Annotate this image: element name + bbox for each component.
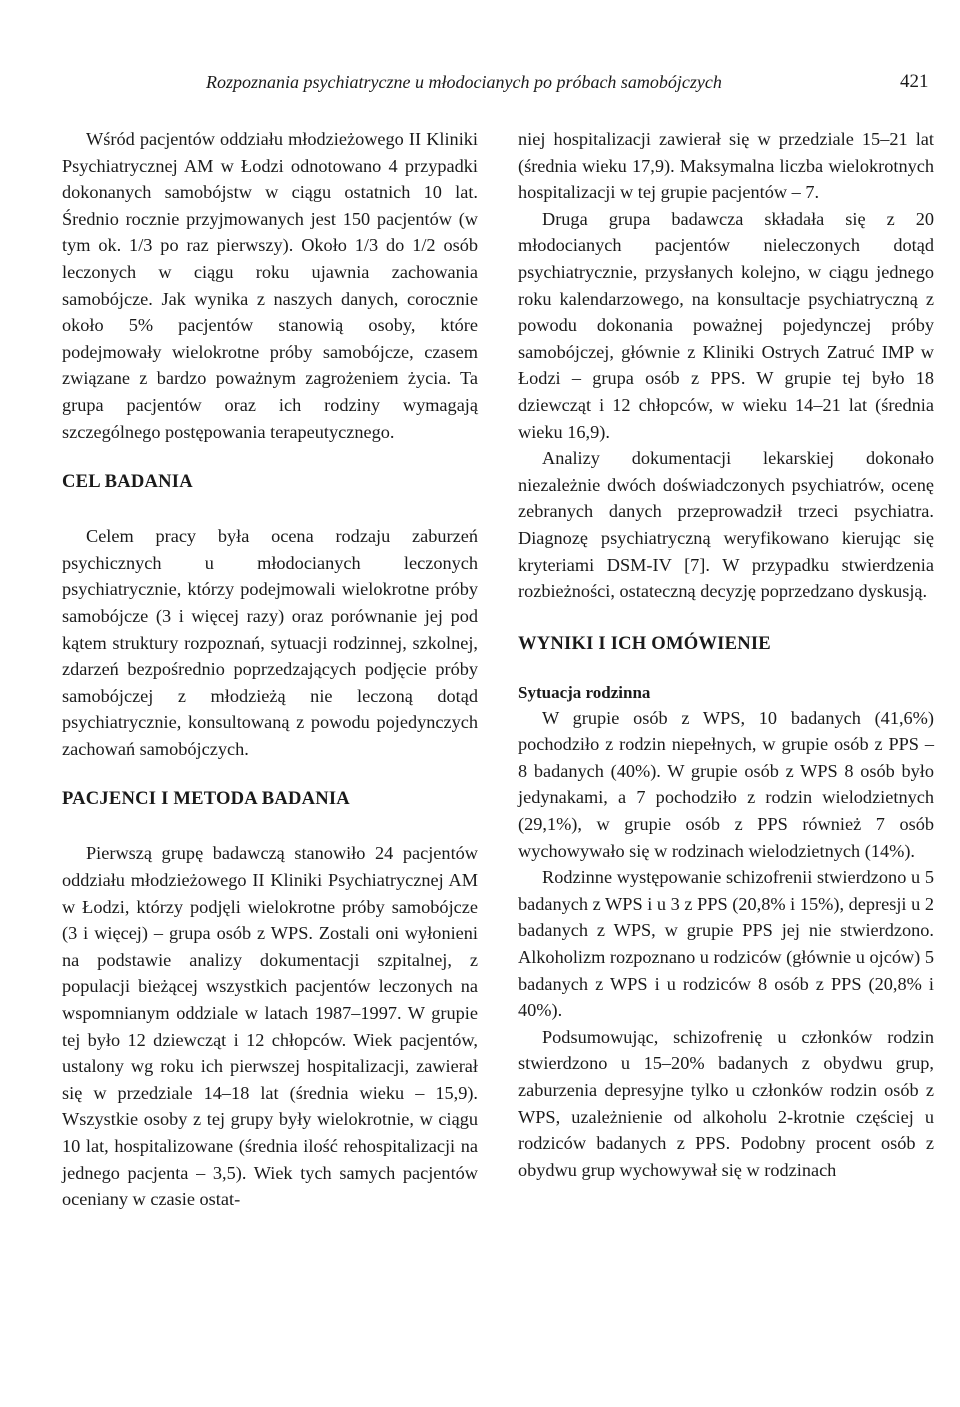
methods-heading: PACJENCI I METODA BADANIA bbox=[62, 788, 350, 810]
analysis-paragraph: Analizy dokumentacji lekarskiej dokonało niezależnie dwóch doświadczonych psychiatrów, ocenę zebranych danych przeprowadził trzeci psychiatra. Diagnozę psychiatryczną weryfikowano kierując się kryteriami DSM-IV [7]. W przypadku stwierdzenia rozbieżności, ostateczną decyzję poprzedzano dyskusją. bbox=[518, 448, 934, 602]
second-group-paragraph: Druga grupa badawcza składała się z 20 młodocianych pacjentów nieleczonych dotąd psychiatrycznie, przysłanych kolejno, w ciągu jednego roku kalendarzowego, na konsultacje psychiatryczną z powodu dokonania poważnej pojedynczej próby samobójczej, głównie z Kliniki Ostrych Zatruć IMP w Łodzi – grupa osób z PPS. W grupie tej było 18 dziewcząt i 12 chłopców, w wieku 14–21 lat (średnia wieku 16,9). bbox=[518, 208, 934, 442]
aim-paragraph: Celem pracy była ocena rodzaju zaburzeń psychicznych u młodocianych leczonych psychiatrycznie, którzy podejmowali wielokrotne próby samobójcze (3 i więcej razy) oraz porównanie jej pod kątem struktury rozpoznań, sytuacji rodzinnej, szkolnej, zdarzeń bezpośrednio poprzedzających podjęcie próby samobójczej z młodzieżą nie leczoną dotąd psychiatrycznie, konsultowaną z powodu pojedynczych zachowań samobójczych. bbox=[62, 526, 478, 759]
running-title: Rozpoznania psychiatryczne u młodocianych po próbach samobójczych bbox=[206, 72, 722, 92]
family-paragraph-2: Rodzinne występowanie schizofrenii stwierdzono u 5 badanych z WPS i u 3 z PPS (20,8% i 15%), depresji u 2 badanych z WPS, w grupie PPS jej nie stwierdzono. Alkoholizm rozpoznano u rodziców (głównie u ojców) 5 badanych z WPS i u rodziców 8 osób z PPS (20,8% i 40%). bbox=[518, 867, 934, 1021]
family-paragraph-1: W grupie osób z WPS, 10 badanych (41,6%) pochodziło z rodzin niepełnych, w grupie osób z PPS – 8 badanych (40%). W grupie osób z WPS 8 osób było jedynakami, a 7 pochodziło z rodzin wielodzietnych (29,1%), w grupie osób z PPS również 7 osób wychowywało się w rodzinach wielodzietnych (14%). bbox=[518, 707, 934, 861]
left-column bbox=[62, 126, 478, 1213]
family-subheading: Sytuacja rodzinna bbox=[518, 682, 651, 702]
methods-paragraph: Pierwszą grupę badawczą stanowiło 24 pacjentów oddziału młodzieżowego II Kliniki Psychiatrycznej AM w Łodzi, którzy podjęli wielokrotne próby samobójcze (3 i więcej) – grupa osób z WPS. Zostali oni wyłonieni na podstawie analizy dokumentacji szpitalnej, z populacji bieżącej wszystkich pacjentów leczonych na wspomnianym oddziale w latach 1987–1997. W grupie tej było 12 dziewcząt i 12 chłopców. Wiek pacjentów, ustalony wg roku ich pierwszej hospitalizacji, zawierał się w przedziale 14–18 lat (średnia wieku – 15,9). Wszystkie osoby z tej grupy były wielokrotnie, w ciągu 10 lat, hospitalizowane (średnia ilość rehospitalizacji na jednego pacjenta – 3,5). Wiek tych samych pacjentów oceniany w czasie ostat- bbox=[62, 843, 478, 1210]
aim-heading: CEL BADANIA bbox=[62, 471, 193, 493]
results-heading: WYNIKI I ICH OMÓWIENIE bbox=[518, 632, 771, 654]
continuation-paragraph: niej hospitalizacji zawierał się w przedziale 15–21 lat (średnia wieku 17,9). Maksymalna liczba wielokrotnych hospitalizacji w tej grupie pacjentów – 7. bbox=[518, 129, 934, 203]
right-column bbox=[518, 126, 934, 1183]
page-number: 421 bbox=[900, 71, 929, 92]
intro-paragraph: Wśród pacjentów oddziału młodzieżowego II Kliniki Psychiatrycznej AM w Łodzi odnotowano 4 przypadki dokonanych samobójstw w ciągu ostatnich 10 lat. Średnio rocznie przyjmowanych jest 150 pacjentów (w tym ok. 1/3 po raz pierwszy). Około 1/3 do 1/2 osób leczonych w ciągu roku ujawnia zachowania samobójcze. Jak wynika z naszych danych, corocznie około 5% pacjentów stanowią osoby, które podejmowały wielokrotne próby samobójcze, czasem związane z bardzo poważnym zagrożeniem życia. Ta grupa pacjentów oraz ich rodziny wymagają szczególnego postępowania terapeutycznego. bbox=[62, 129, 478, 442]
summary-paragraph: Podsumowując, schizofrenię u członków rodzin stwierdzono u 15–20% badanych z obydwu grup, zaburzenia depresyjne tylko u członków rodzin osób z WPS, uzależnienie od alkoholu 2-krotnie częściej u rodziców badanych z PPS. Podobny procent osób z obydwu grup wychowywał się w rodzinach bbox=[518, 1026, 934, 1180]
